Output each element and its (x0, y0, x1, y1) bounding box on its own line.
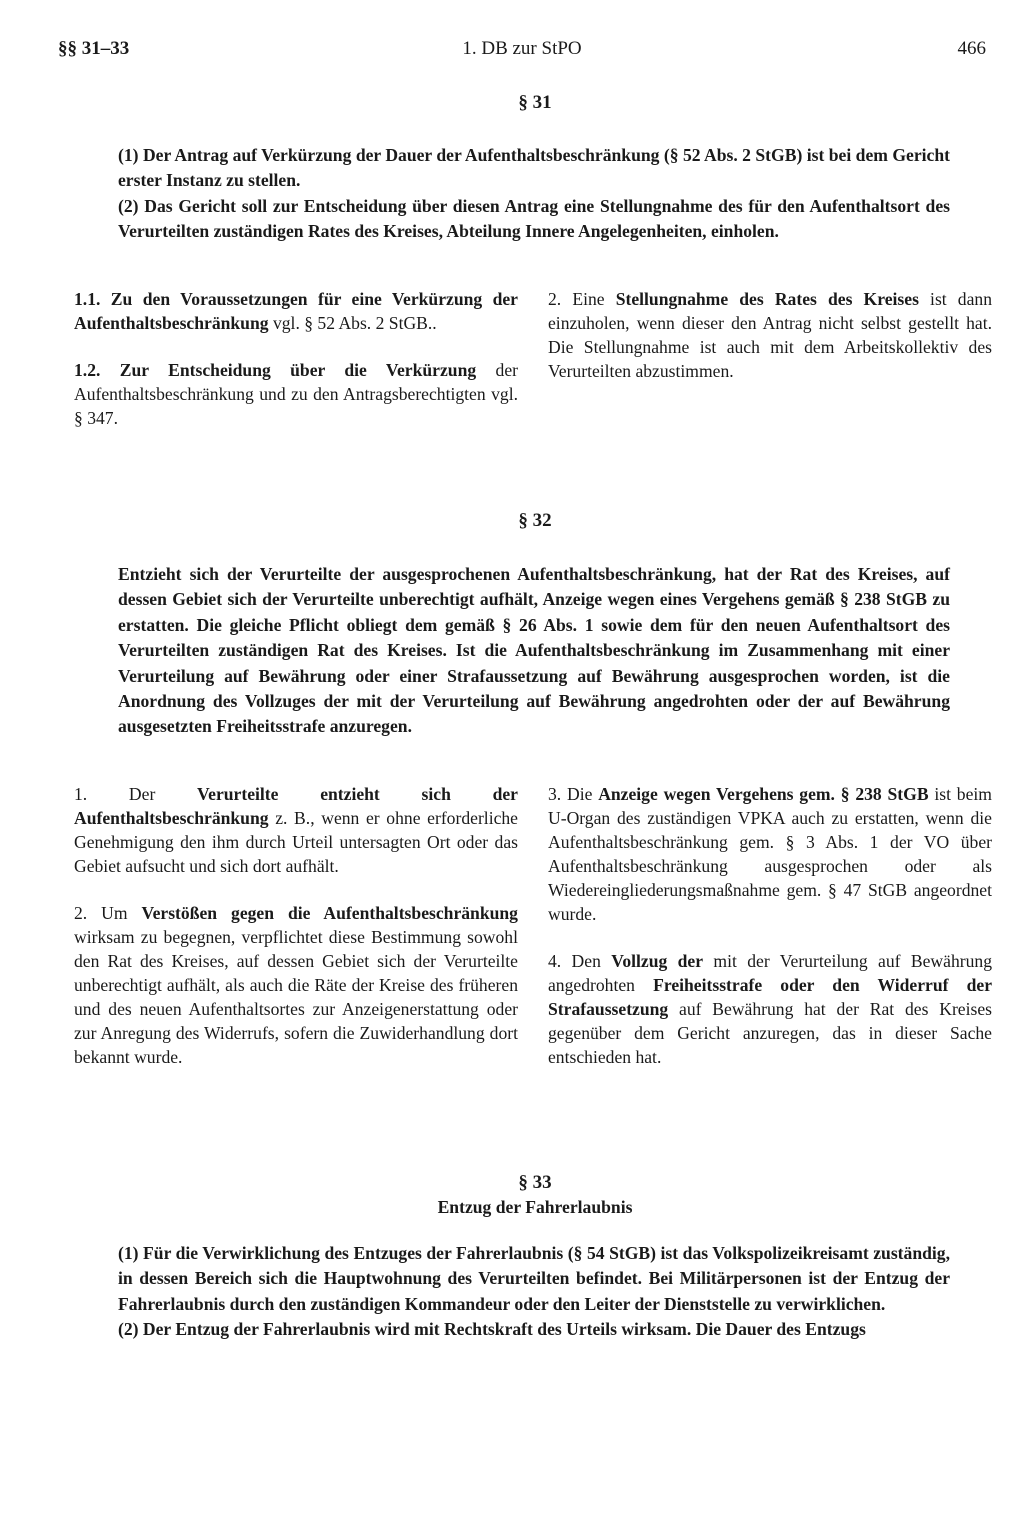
section-33-heading: § 33 (518, 1172, 552, 1193)
section-31-notes-left (74, 287, 518, 453)
statute-paragraph: Entzieht sich der Verurteilte der ausgesprochenen Aufenthaltsbeschränkung, hat der Rat des Kreises, auf dessen Gebiet sich der Verurteilte unberechtigt aufhält, Anzeige wegen eines Vergehens gemäß § 238 StGB zu erstatten. Die gleiche Pflicht obliegt dem gemäß § 26 Abs. 1 sowie dem für den neuen Aufenthaltsort des Verurteilten zuständigen Rat des Kreises. Ist die Aufenthaltsbeschränkung im Zusammenhang mit einer Verurteilung auf Bewährung oder einer Strafaussetzung auf Bewährung ausgesprochen worden, ist die Anordnung des Vollzuges der mit der Verurteilung auf Bewährung angedrohten oder der auf Bewährung ausgesetzten Freiheitsstrafe anzuregen. (118, 564, 950, 737)
note-paragraph: 2. Um Verstößen gegen die Aufenthaltsbeschränkung wirksam zu begegnen, verpflichtet diese Bestimmung sowohl den Rat des Kreises, auf dessen Gebiet sich der Verurteilte unberechtigt aufhält, als auch die Räte der Kreise des früheren und des neuen Aufenthaltsortes zur Anzeigenerstattung oder zur Anregung des Widerrufs, sofern die Zuwiderhandlung dort bekannt wurde. (74, 903, 518, 1067)
section-33-statute (118, 1241, 950, 1343)
running-header (0, 38, 1024, 66)
statute-paragraph: (1) Der Antrag auf Verkürzung der Dauer der Aufenthaltsbeschränkung (§ 52 Abs. 2 StGB) ist bei dem Gericht erster Instanz zu stellen. (118, 145, 950, 191)
section-31-notes-right (548, 287, 992, 406)
section-31-heading: § 31 (518, 92, 552, 113)
page-number: 466 (957, 38, 986, 59)
statute-paragraph: (2) Der Entzug der Fahrerlaubnis wird mit Rechtskraft des Urteils wirksam. Die Dauer des Entzugs (118, 1319, 866, 1340)
note-paragraph: 2. Eine Stellungnahme des Rates des Kreises ist dann einzuholen, wenn dieser den Antrag nicht selbst gestellt hat. Die Stellungnahme ist auch mit dem Arbeitskollektiv des Verurteilten abzustimmen. (548, 289, 993, 381)
note-paragraph: 1.1. Zu den Voraussetzungen für eine Verkürzung der Aufenthaltsbeschränkung vgl. § 52 Abs. 2 StGB.. (74, 289, 518, 333)
section-33-title: Entzug der Fahrerlaubnis (437, 1197, 633, 1217)
note-paragraph: 3. Die Anzeige wegen Vergehens gem. § 238 StGB ist beim U-Organ des zuständigen VPKA auch zu erstatten, wenn die Aufenthaltsbeschränkung gem. § 3 Abs. 1 der VO über Aufenthaltsbeschränkung ausgesprochen oder als Wiedereingliederungsmaßnahme gem. § 47 StGB angeordnet wurde. (548, 784, 992, 924)
header-title: 1. DB zur StPO (462, 38, 582, 59)
section-32-notes-right (548, 782, 992, 1092)
note-paragraph: 1.2. Zur Entscheidung über die Verkürzung der Aufenthaltsbeschränkung und zu den Antragsberechtigten vgl. § 347. (74, 360, 518, 428)
statute-paragraph: (2) Das Gericht soll zur Entscheidung über diesen Antrag eine Stellungnahme des für den Aufenthaltsort des Verurteilten zuständigen Rates des Kreises, Abteilung Innere Angelegenheiten, einholen. (118, 195, 950, 242)
statute-paragraph: (1) Für die Verwirklichung des Entzuges der Fahrerlaubnis (§ 54 StGB) ist das Volkspolizeikreisamt zuständig, in dessen Bereich sich die Hauptwohnung des Verurteilten befindet. Bei Militärpersonen ist der Entzug der Fahrerlaubnis durch den zuständigen Kommandeur oder den Leiter der Dienststelle zu verwirklichen. (118, 1243, 950, 1314)
section-32-heading: § 32 (518, 510, 552, 531)
header-section-range: §§ 31–33 (58, 38, 130, 59)
note-paragraph: 1. Der Verurteilte entzieht sich der Aufenthaltsbeschränkung z. B., wenn er ohne erforderliche Genehmigung den ihm durch Urteil untersagten Ort oder das Gebiet aufsucht und sich dort aufhält. (74, 784, 518, 876)
section-31-statute (118, 143, 950, 245)
section-32-statute (118, 562, 950, 740)
note-paragraph: 4. Den Vollzug der mit der Verurteilung auf Bewährung angedrohten Freiheitsstrafe oder den Widerruf der Strafaussetzung auf Bewährung hat der Rat des Kreises gegenüber dem Gericht anzuregen, das in dieser Sache entschieden hat. (548, 951, 993, 1067)
section-32-notes-left (74, 782, 518, 1092)
